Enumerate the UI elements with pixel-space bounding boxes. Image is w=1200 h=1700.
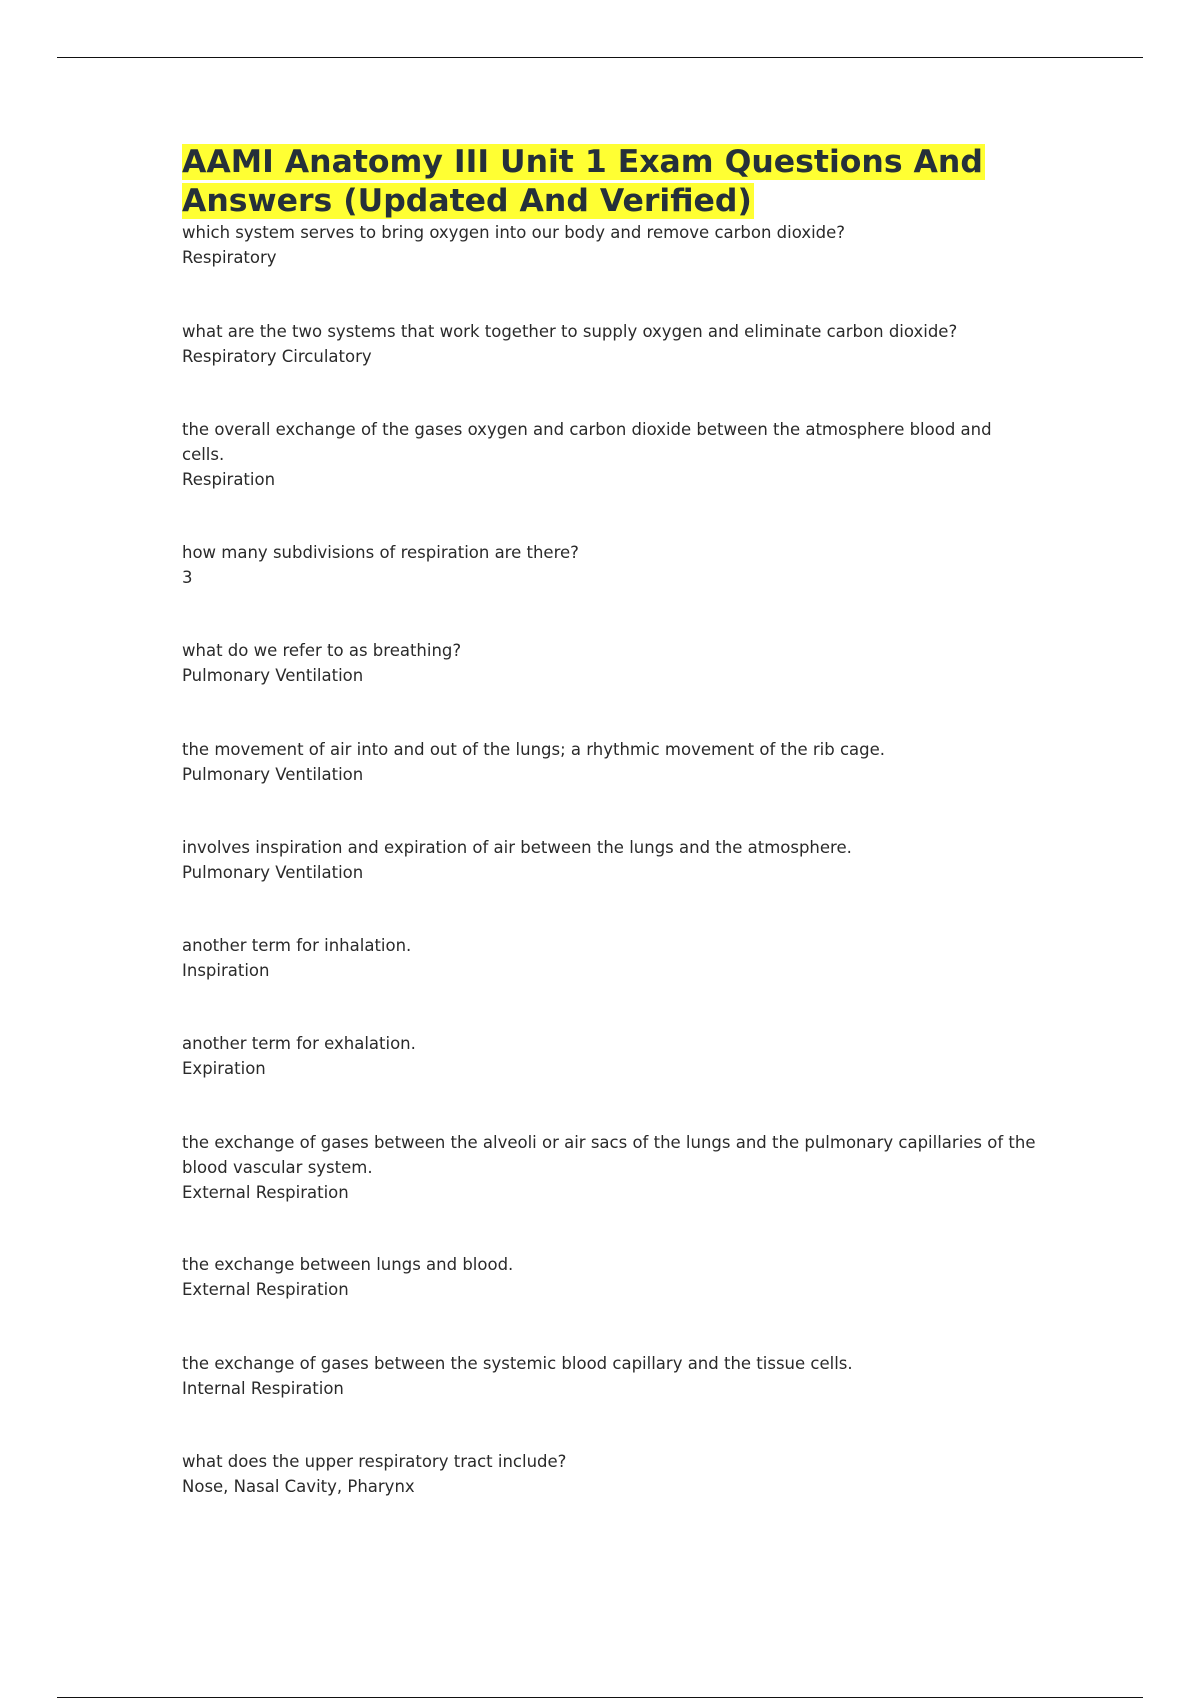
question-text: the exchange of gases between the alveoli or air sacs of the lungs and the pulmonary capillaries of the blood vascular system.: [182, 1133, 1036, 1177]
answer-text: 3: [182, 568, 193, 587]
qa-item: [182, 319, 957, 369]
top-rule: [57, 57, 1143, 58]
question-text: another term for exhalation.: [182, 1034, 416, 1053]
answer-text: Inspiration: [182, 961, 270, 980]
qa-item: [182, 1351, 853, 1401]
answer-text: External Respiration: [182, 1280, 349, 1299]
answer-text: Pulmonary Ventilation: [182, 666, 364, 685]
answer-text: External Respiration: [182, 1183, 349, 1202]
answer-text: Nose, Nasal Cavity, Pharynx: [182, 1477, 415, 1496]
question-text: the overall exchange of the gases oxygen and carbon dioxide between the atmosphere blood and cells.: [182, 420, 992, 464]
question-text: which system serves to bring oxygen into our body and remove carbon dioxide?: [182, 223, 846, 242]
qa-item: [182, 835, 852, 885]
document-body: [182, 143, 1042, 1496]
question-text: involves inspiration and expiration of air between the lungs and the atmosphere.: [182, 838, 852, 857]
qa-item: [182, 417, 1012, 492]
answer-text: Expiration: [182, 1059, 266, 1078]
question-text: what are the two systems that work together to supply oxygen and eliminate carbon dioxide?: [182, 322, 958, 341]
question-text: how many subdivisions of respiration are there?: [182, 543, 579, 562]
qa-item: [182, 540, 579, 590]
qa-item: [182, 220, 845, 270]
question-text: the movement of air into and out of the lungs; a rhythmic movement of the rib cage.: [182, 740, 885, 759]
answer-text: Respiration: [182, 470, 276, 489]
answer-text: Pulmonary Ventilation: [182, 765, 364, 784]
question-text: what do we refer to as breathing?: [182, 641, 462, 660]
qa-item: [182, 933, 411, 983]
qa-item: [182, 1449, 566, 1499]
answer-text: Respiratory: [182, 248, 277, 267]
qa-item: [182, 1031, 416, 1081]
bottom-rule: [57, 1697, 1143, 1698]
document-title: [182, 143, 1042, 221]
question-text: another term for inhalation.: [182, 936, 412, 955]
qa-item: [182, 1130, 1042, 1205]
qa-item: [182, 638, 461, 688]
answer-text: Respiratory Circulatory: [182, 347, 372, 366]
answer-text: Internal Respiration: [182, 1379, 344, 1398]
question-text: what does the upper respiratory tract include?: [182, 1452, 567, 1471]
title-highlight: AAMI Anatomy III Unit 1 Exam Questions And Answers (Updated And Verified): [182, 144, 983, 219]
answer-text: Pulmonary Ventilation: [182, 863, 364, 882]
qa-item: [182, 1252, 513, 1302]
question-text: the exchange between lungs and blood.: [182, 1255, 514, 1274]
question-text: the exchange of gases between the systemic blood capillary and the tissue cells.: [182, 1354, 853, 1373]
qa-item: [182, 737, 885, 787]
